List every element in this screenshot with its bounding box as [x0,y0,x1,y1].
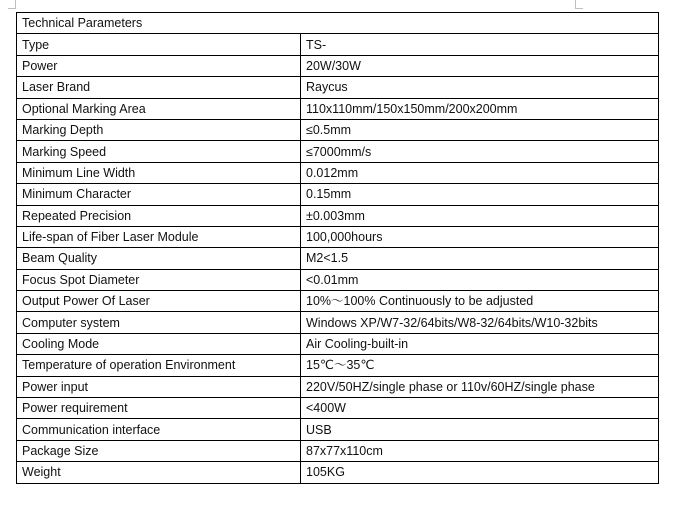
row-label: Power input [17,376,301,397]
row-value: <400W [301,398,659,419]
row-label: Optional Marking Area [17,98,301,119]
row-value: 110x110mm/150x150mm/200x200mm [301,98,659,119]
row-value: 100,000hours [301,226,659,247]
table-row [17,119,659,140]
page-corner-mark-left [15,0,16,8]
row-value: 87x77x110cm [301,440,659,461]
row-label: Type [17,34,301,55]
row-label: Laser Brand [17,77,301,98]
page-corner-mark-right-h [575,8,583,9]
table-row [17,333,659,354]
table-row [17,77,659,98]
row-label: Repeated Precision [17,205,301,226]
row-value: ≤0.5mm [301,119,659,140]
row-value: M2<1.5 [301,248,659,269]
row-label: Minimum Line Width [17,162,301,183]
table-row [17,205,659,226]
row-label: Focus Spot Diameter [17,269,301,290]
row-value: TS- [301,34,659,55]
table-row [17,226,659,247]
table-row [17,184,659,205]
table-row [17,440,659,461]
row-label: Communication interface [17,419,301,440]
row-label: Package Size [17,440,301,461]
row-value: 0.012mm [301,162,659,183]
row-label: Computer system [17,312,301,333]
row-label: Marking Speed [17,141,301,162]
row-value: 20W/30W [301,55,659,76]
row-value: 220V/50HZ/single phase or 110v/60HZ/single phase [301,376,659,397]
row-label: Minimum Character [17,184,301,205]
row-label: Cooling Mode [17,333,301,354]
row-value: 0.15mm [301,184,659,205]
row-value: ±0.003mm [301,205,659,226]
row-label: Weight [17,462,301,483]
table-row [17,355,659,376]
table-row [17,269,659,290]
table-row [17,291,659,312]
row-value: USB [301,419,659,440]
table-row [17,312,659,333]
table-row [17,376,659,397]
row-value: 105KG [301,462,659,483]
table-row [17,34,659,55]
table-row [17,162,659,183]
table-row [17,462,659,483]
table-row [17,398,659,419]
table-row [17,55,659,76]
row-value: 15℃～35℃ [301,355,659,376]
row-label: Power [17,55,301,76]
row-value: 10%～100% Continuously to be adjusted [301,291,659,312]
page-corner-mark-left-h [8,8,16,9]
technical-parameters-table [16,12,659,484]
table-title: Technical Parameters [17,13,659,34]
row-value: Raycus [301,77,659,98]
row-label: Marking Depth [17,119,301,140]
table-row [17,141,659,162]
row-label: Life-span of Fiber Laser Module [17,226,301,247]
table-row [17,248,659,269]
row-label: Beam Quality [17,248,301,269]
table-row [17,98,659,119]
table-row [17,419,659,440]
row-value: Air Cooling-built-in [301,333,659,354]
row-label: Temperature of operation Environment [17,355,301,376]
table-title-row [17,13,659,34]
row-label: Output Power Of Laser [17,291,301,312]
row-value: ≤7000mm/s [301,141,659,162]
row-value: Windows XP/W7-32/64bits/W8-32/64bits/W10-32bits [301,312,659,333]
row-label: Power requirement [17,398,301,419]
row-value: <0.01mm [301,269,659,290]
page-corner-mark-right [575,0,576,8]
